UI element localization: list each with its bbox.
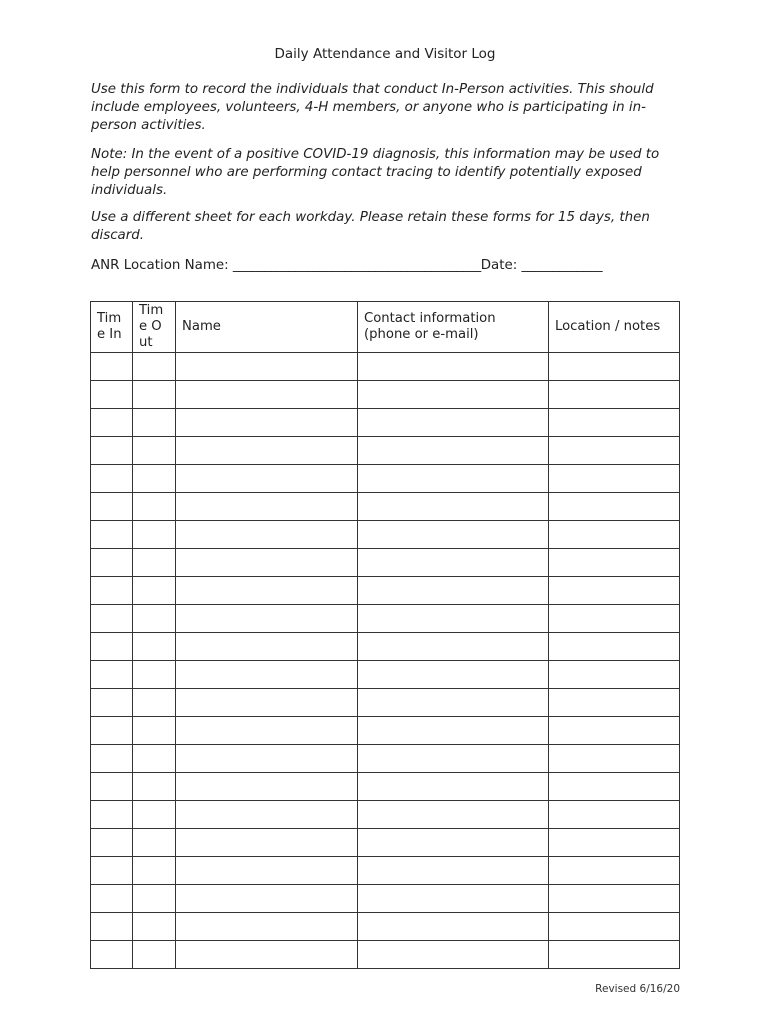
location-date-line — [91, 256, 691, 276]
cell-time-out[interactable] — [133, 521, 176, 549]
cell-location-notes[interactable] — [549, 437, 680, 465]
cell-name[interactable] — [176, 353, 358, 381]
table-row — [91, 829, 680, 857]
cell-location-notes[interactable] — [549, 773, 680, 801]
cell-location-notes[interactable] — [549, 521, 680, 549]
cell-time-out[interactable] — [133, 661, 176, 689]
instruction-paragraph-retention: Use a different sheet for each workday. Please retain these forms for 15 days, then discard. — [91, 210, 650, 243]
cell-time-out[interactable] — [133, 605, 176, 633]
cell-location-notes[interactable] — [549, 465, 680, 493]
cell-time-out[interactable] — [133, 437, 176, 465]
cell-time-in[interactable] — [91, 913, 133, 941]
cell-contact[interactable] — [358, 605, 549, 633]
table-row — [91, 577, 680, 605]
cell-location-notes[interactable] — [549, 549, 680, 577]
cell-time-in[interactable] — [91, 941, 133, 969]
date-label: Date: — [480, 258, 518, 273]
cell-name[interactable] — [176, 913, 358, 941]
instruction-paragraph-covid-note: Note: In the event of a positive COVID-19 diagnosis, this information may be used to help personnel who are performing contact tracing to identify potentially exposed individuals. — [91, 147, 660, 198]
cell-name[interactable] — [176, 773, 358, 801]
cell-location-notes[interactable] — [549, 717, 680, 745]
cell-location-notes[interactable] — [549, 577, 680, 605]
cell-name[interactable] — [176, 605, 358, 633]
cell-name[interactable] — [176, 857, 358, 885]
cell-location-notes[interactable] — [549, 661, 680, 689]
cell-time-in[interactable] — [91, 829, 133, 857]
cell-contact[interactable] — [358, 829, 549, 857]
table-row — [91, 437, 680, 465]
attendance-table — [90, 301, 680, 969]
cell-time-out[interactable] — [133, 493, 176, 521]
cell-name[interactable] — [176, 549, 358, 577]
cell-location-notes[interactable] — [549, 605, 680, 633]
table-row — [91, 381, 680, 409]
cell-time-in[interactable] — [91, 885, 133, 913]
cell-contact[interactable] — [358, 857, 549, 885]
cell-time-in[interactable] — [91, 437, 133, 465]
cell-location-notes[interactable] — [549, 941, 680, 969]
cell-time-out[interactable] — [133, 381, 176, 409]
table-row — [91, 941, 680, 969]
cell-name[interactable] — [176, 941, 358, 969]
table-row — [91, 633, 680, 661]
cell-location-notes[interactable] — [549, 409, 680, 437]
cell-contact[interactable] — [358, 353, 549, 381]
cell-contact[interactable] — [358, 549, 549, 577]
cell-time-in[interactable] — [91, 465, 133, 493]
cell-time-out[interactable] — [133, 745, 176, 773]
cell-contact[interactable] — [358, 885, 549, 913]
cell-contact[interactable] — [358, 801, 549, 829]
cell-location-notes[interactable] — [549, 381, 680, 409]
table-row — [91, 409, 680, 437]
cell-contact[interactable] — [358, 381, 549, 409]
cell-contact[interactable] — [358, 773, 549, 801]
cell-time-out[interactable] — [133, 353, 176, 381]
cell-time-in[interactable] — [91, 577, 133, 605]
cell-time-in[interactable] — [91, 381, 133, 409]
cell-contact[interactable] — [358, 745, 549, 773]
cell-name[interactable] — [176, 577, 358, 605]
cell-time-in[interactable] — [91, 661, 133, 689]
table-row — [91, 661, 680, 689]
cell-time-out[interactable] — [133, 465, 176, 493]
header-time-out: Time Out — [133, 302, 176, 353]
cell-name[interactable] — [176, 409, 358, 437]
cell-time-out[interactable] — [133, 857, 176, 885]
cell-name[interactable] — [176, 885, 358, 913]
cell-location-notes[interactable] — [549, 829, 680, 857]
instruction-paragraph-purpose: Use this form to record the individuals that conduct In-Person activities. This should include employees, volunteers, 4-H members, or anyone who is participating in in-person activities. — [91, 82, 654, 133]
cell-name[interactable] — [176, 381, 358, 409]
cell-name[interactable] — [176, 745, 358, 773]
cell-contact[interactable] — [358, 465, 549, 493]
table-row — [91, 493, 680, 521]
cell-name[interactable] — [176, 465, 358, 493]
table-row — [91, 521, 680, 549]
cell-time-out[interactable] — [133, 773, 176, 801]
cell-name[interactable] — [176, 829, 358, 857]
cell-name[interactable] — [176, 717, 358, 745]
cell-time-in[interactable] — [91, 745, 133, 773]
cell-name[interactable] — [176, 661, 358, 689]
cell-contact[interactable] — [358, 493, 549, 521]
cell-name[interactable] — [176, 633, 358, 661]
cell-time-out[interactable] — [133, 689, 176, 717]
cell-time-out[interactable] — [133, 801, 176, 829]
cell-contact[interactable] — [358, 717, 549, 745]
date-blank[interactable]: _____________ — [521, 258, 603, 273]
header-location-notes: Location / notes — [549, 302, 680, 353]
table-row — [91, 801, 680, 829]
table-row — [91, 549, 680, 577]
cell-contact[interactable] — [358, 913, 549, 941]
table-row — [91, 605, 680, 633]
cell-time-in[interactable] — [91, 801, 133, 829]
cell-time-out[interactable] — [133, 885, 176, 913]
table-row — [91, 773, 680, 801]
cell-location-notes[interactable] — [549, 689, 680, 717]
cell-location-notes[interactable] — [549, 493, 680, 521]
cell-time-out[interactable] — [133, 577, 176, 605]
cell-time-in[interactable] — [91, 689, 133, 717]
cell-time-in[interactable] — [91, 409, 133, 437]
cell-time-in[interactable] — [91, 493, 133, 521]
cell-time-in[interactable] — [91, 549, 133, 577]
cell-time-out[interactable] — [133, 549, 176, 577]
table-row — [91, 913, 680, 941]
revision-note: Revised 6/16/20 — [595, 983, 680, 995]
cell-time-in[interactable] — [91, 857, 133, 885]
table-row — [91, 465, 680, 493]
cell-name[interactable] — [176, 437, 358, 465]
cell-time-in[interactable] — [91, 353, 133, 381]
cell-contact[interactable] — [358, 521, 549, 549]
header-contact-information: Contact information (phone or e-mail) — [358, 302, 549, 353]
location-name-label: ANR Location Name: — [91, 258, 229, 273]
cell-time-in[interactable] — [91, 633, 133, 661]
cell-time-out[interactable] — [133, 633, 176, 661]
cell-contact[interactable] — [358, 633, 549, 661]
cell-time-in[interactable] — [91, 773, 133, 801]
cell-location-notes[interactable] — [549, 801, 680, 829]
cell-name[interactable] — [176, 521, 358, 549]
header-name: Name — [176, 302, 358, 353]
cell-location-notes[interactable] — [549, 633, 680, 661]
table-row — [91, 689, 680, 717]
cell-contact[interactable] — [358, 689, 549, 717]
header-time-in: Time In — [91, 302, 133, 353]
table-row — [91, 745, 680, 773]
cell-time-out[interactable] — [133, 913, 176, 941]
table-row — [91, 857, 680, 885]
page-title: Daily Attendance and Visitor Log — [274, 46, 496, 62]
cell-time-out[interactable] — [133, 829, 176, 857]
cell-contact[interactable] — [358, 577, 549, 605]
cell-name[interactable] — [176, 801, 358, 829]
cell-location-notes[interactable] — [549, 885, 680, 913]
cell-location-notes[interactable] — [549, 745, 680, 773]
cell-time-out[interactable] — [133, 941, 176, 969]
table-row — [91, 885, 680, 913]
cell-location-notes[interactable] — [549, 857, 680, 885]
cell-location-notes[interactable] — [549, 353, 680, 381]
location-name-blank[interactable]: ________________________________________ — [232, 258, 481, 273]
cell-time-out[interactable] — [133, 409, 176, 437]
cell-name[interactable] — [176, 493, 358, 521]
cell-time-out[interactable] — [133, 717, 176, 745]
table-row — [91, 717, 680, 745]
table-header-row — [91, 302, 680, 353]
cell-location-notes[interactable] — [549, 913, 680, 941]
table-body — [91, 353, 680, 969]
cell-contact[interactable] — [358, 661, 549, 689]
cell-time-in[interactable] — [91, 717, 133, 745]
cell-time-in[interactable] — [91, 605, 133, 633]
cell-name[interactable] — [176, 689, 358, 717]
cell-time-in[interactable] — [91, 521, 133, 549]
cell-contact[interactable] — [358, 437, 549, 465]
cell-contact[interactable] — [358, 409, 549, 437]
table-row — [91, 353, 680, 381]
cell-contact[interactable] — [358, 941, 549, 969]
